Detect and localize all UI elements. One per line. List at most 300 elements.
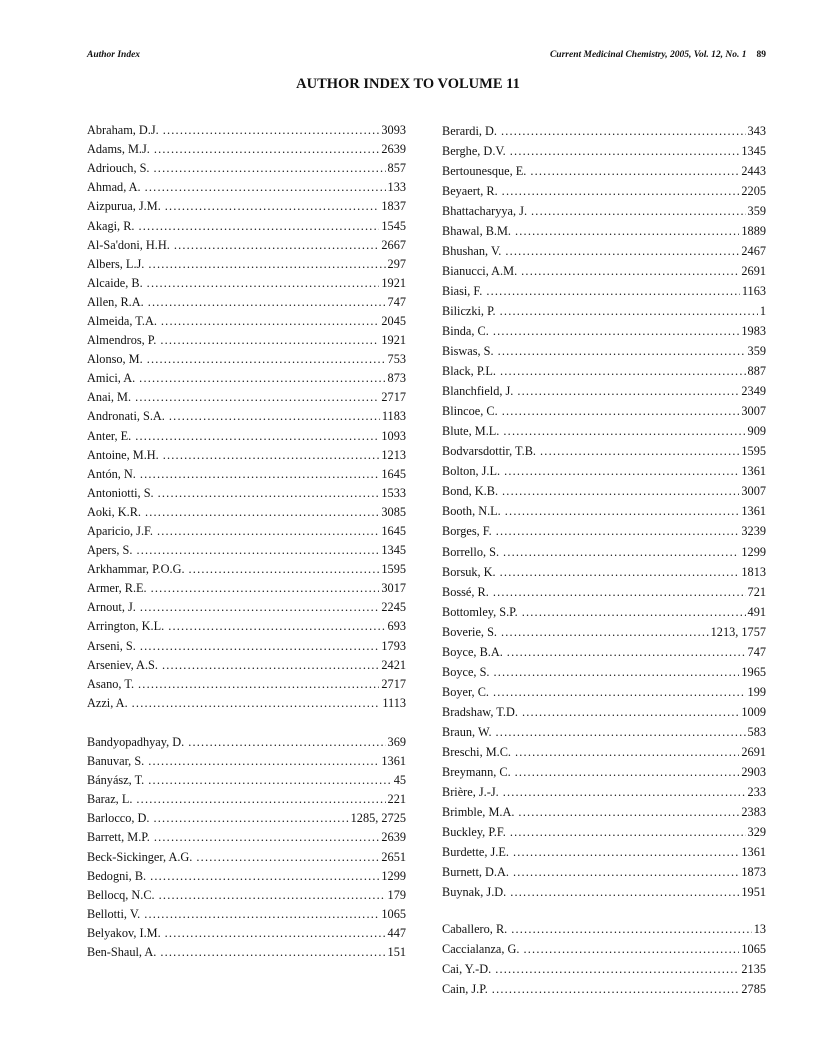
dot-leader <box>135 390 379 405</box>
dot-leader <box>161 314 380 329</box>
page-reference: 857 <box>387 161 406 176</box>
index-entry <box>87 293 406 312</box>
page-reference: 3085 <box>381 504 406 519</box>
index-entry <box>87 197 406 216</box>
dot-leader <box>501 625 709 640</box>
journal-citation: Current Medicinal Chemistry, 2005, Vol. 12, No. 1 <box>549 50 747 60</box>
page-reference: 2691 <box>741 744 766 759</box>
author-name: Arkhammar, P.O.G. <box>87 562 185 577</box>
author-name: Abraham, D.J. <box>87 123 159 138</box>
dot-leader <box>501 124 746 139</box>
dot-leader <box>159 888 386 903</box>
author-name: Breymann, C. <box>442 765 511 780</box>
author-name: Aoki, K.R. <box>87 504 141 519</box>
author-name: Buckley, P.F. <box>442 825 506 840</box>
author-name: Borrello, S. <box>442 544 500 559</box>
index-entry <box>87 369 406 388</box>
dot-leader <box>157 524 379 539</box>
page-reference: 887 <box>747 364 766 379</box>
dot-leader <box>154 161 386 176</box>
index-entry <box>442 321 766 341</box>
author-name: Almeida, T.A. <box>87 313 157 328</box>
dot-leader <box>496 725 746 740</box>
dot-leader <box>498 344 746 359</box>
index-entry <box>87 522 406 541</box>
page-reference: 221 <box>387 792 406 807</box>
page-reference: 1065 <box>381 906 406 921</box>
author-name: Anter, E. <box>87 428 132 443</box>
author-name: Beyaert, R. <box>442 183 498 198</box>
author-name: Cain, J.P. <box>442 982 488 997</box>
dot-leader <box>493 324 740 339</box>
index-entry <box>442 803 766 823</box>
author-name: Alonso, M. <box>87 352 143 367</box>
page-reference: 343 <box>747 123 766 138</box>
index-column-left <box>87 121 406 962</box>
dot-leader <box>504 464 739 479</box>
index-entry <box>87 274 406 293</box>
page-reference: 1545 <box>381 218 406 233</box>
running-header-section: Author Index <box>87 50 141 60</box>
dot-leader <box>163 448 380 463</box>
index-entry <box>442 702 766 722</box>
index-entry <box>442 940 766 960</box>
index-entry <box>87 828 406 847</box>
dot-leader <box>188 735 385 750</box>
page-reference: 1345 <box>381 543 406 558</box>
author-name: Black, P.L. <box>442 364 496 379</box>
page-reference: 1093 <box>381 428 406 443</box>
index-entry <box>442 863 766 883</box>
dot-leader <box>140 639 380 654</box>
dot-leader <box>502 404 740 419</box>
page-reference: 2045 <box>381 313 406 328</box>
dot-leader <box>151 581 380 596</box>
index-entry <box>442 722 766 742</box>
dot-leader <box>522 705 739 720</box>
index-entry <box>87 847 406 866</box>
page-reference: 1361 <box>381 754 406 769</box>
index-column-right <box>442 121 766 1000</box>
author-name: Arseni, S. <box>87 638 136 653</box>
dot-leader <box>493 685 746 700</box>
page-reference: 45 <box>393 773 406 788</box>
index-entry <box>87 159 406 178</box>
dot-leader <box>154 811 349 826</box>
author-name: Asano, T. <box>87 676 135 691</box>
index-entry <box>442 201 766 221</box>
dot-leader <box>510 825 746 840</box>
index-letter-group <box>87 121 406 713</box>
dot-leader <box>144 907 379 922</box>
index-entry <box>87 216 406 235</box>
page-reference: 747 <box>387 294 406 309</box>
dot-leader <box>138 219 379 234</box>
author-name: Apers, S. <box>87 543 133 558</box>
author-name: Adriouch, S. <box>87 161 150 176</box>
index-entry <box>442 442 766 462</box>
dot-leader <box>147 352 386 367</box>
index-entry <box>442 161 766 181</box>
page-reference: 753 <box>387 352 406 367</box>
dot-leader <box>169 409 380 424</box>
author-name: Banuvar, S. <box>87 754 145 769</box>
page-reference: 1595 <box>741 444 766 459</box>
dot-leader <box>531 204 746 219</box>
author-name: Bhawal, B.M. <box>442 223 511 238</box>
dot-leader <box>500 304 758 319</box>
page-reference: 1921 <box>381 275 406 290</box>
index-entry <box>87 541 406 560</box>
dot-leader <box>486 284 740 299</box>
author-name: Aizpurua, J.M. <box>87 199 161 214</box>
page-reference: 2785 <box>741 982 766 997</box>
index-entry <box>442 602 766 622</box>
index-entry <box>87 790 406 809</box>
author-name: Bandyopadhyay, D. <box>87 734 185 749</box>
dot-leader <box>515 765 740 780</box>
author-name: Bellotti, V. <box>87 906 141 921</box>
dot-leader <box>522 605 746 620</box>
running-header-journal <box>550 50 766 60</box>
author-name: Andronati, S.A. <box>87 409 165 424</box>
dot-leader <box>148 295 386 310</box>
index-entry <box>87 331 406 350</box>
dot-leader <box>148 257 385 272</box>
page-reference: 1 <box>759 303 766 318</box>
author-name: Biswas, S. <box>442 344 494 359</box>
index-entry <box>87 140 406 159</box>
page-reference: 233 <box>747 785 766 800</box>
index-letter-group <box>442 920 766 1000</box>
page-reference: 1183 <box>381 409 406 424</box>
page-reference: 2691 <box>741 263 766 278</box>
author-name: Berghe, D.V. <box>442 143 506 158</box>
page-reference: 1213, 1757 <box>710 624 766 639</box>
author-name: Bodvarsdottir, T.B. <box>442 444 537 459</box>
page-reference: 747 <box>747 644 766 659</box>
index-entry <box>442 542 766 562</box>
page-reference: 1837 <box>381 199 406 214</box>
index-entry <box>87 943 406 962</box>
index-entry <box>87 809 406 828</box>
dot-leader <box>518 805 739 820</box>
index-entry <box>442 121 766 141</box>
index-entry <box>87 446 406 465</box>
dot-leader <box>515 745 739 760</box>
author-name: Bhushan, V. <box>442 243 502 258</box>
page-reference: 2717 <box>381 676 406 691</box>
index-entry <box>442 843 766 863</box>
index-entry <box>442 562 766 582</box>
author-name: Belyakov, I.M. <box>87 925 161 940</box>
page-reference: 2639 <box>381 830 406 845</box>
index-entry <box>442 622 766 642</box>
page-reference: 2421 <box>381 657 406 672</box>
index-entry <box>442 642 766 662</box>
author-name: Burdette, J.E. <box>442 845 509 860</box>
index-entry <box>87 427 406 446</box>
index-entry <box>87 503 406 522</box>
author-name: Braun, W. <box>442 724 492 739</box>
page-reference: 909 <box>747 424 766 439</box>
page-reference: 151 <box>387 944 406 959</box>
dot-leader <box>145 505 379 520</box>
index-entry <box>87 388 406 407</box>
dot-leader <box>154 142 380 157</box>
page-reference: 179 <box>387 887 406 902</box>
dot-leader <box>165 926 386 941</box>
dot-leader <box>511 922 751 937</box>
dot-leader <box>502 484 739 499</box>
dot-leader <box>510 885 739 900</box>
author-name: Azzi, A. <box>87 695 128 710</box>
author-name: Breschi, M.C. <box>442 744 511 759</box>
dot-leader <box>158 486 380 501</box>
index-entry <box>442 522 766 542</box>
page-reference: 693 <box>387 619 406 634</box>
author-name: Anai, M. <box>87 390 132 405</box>
author-name: Boyer, C. <box>442 684 489 699</box>
page-number: 89 <box>756 50 766 60</box>
page-reference: 1361 <box>741 504 766 519</box>
author-name: Cai, Y.-D. <box>442 962 492 977</box>
author-name: Arrington, K.L. <box>87 619 165 634</box>
page-reference: 297 <box>387 256 406 271</box>
index-entry <box>87 675 406 694</box>
author-name: Brimble, M.A. <box>442 805 515 820</box>
page-reference: 3007 <box>741 484 766 499</box>
dot-leader <box>507 645 746 660</box>
author-name: Barlocco, D. <box>87 811 150 826</box>
index-entry <box>87 255 406 274</box>
dot-leader <box>168 619 385 634</box>
index-entry <box>442 960 766 980</box>
author-name: Ahmad, A. <box>87 180 141 195</box>
index-entry <box>87 867 406 886</box>
page-reference: 1113 <box>382 695 406 710</box>
dot-leader <box>160 333 379 348</box>
dot-leader <box>492 982 740 997</box>
page-reference: 2651 <box>381 849 406 864</box>
author-name: Al-Sa'doni, H.H. <box>87 237 170 252</box>
dot-leader <box>530 164 739 179</box>
author-name: Arseniev, A.S. <box>87 657 158 672</box>
index-entry <box>87 656 406 675</box>
index-entry <box>87 771 406 790</box>
page-reference: 2639 <box>381 142 406 157</box>
author-name: Bedogni, B. <box>87 868 147 883</box>
dot-leader <box>150 869 379 884</box>
index-entry <box>87 121 406 140</box>
page-reference: 359 <box>747 344 766 359</box>
dot-leader <box>163 123 380 138</box>
dot-leader <box>513 865 739 880</box>
page-reference: 1965 <box>741 664 766 679</box>
index-entry <box>442 980 766 1000</box>
author-name: Almendros, P. <box>87 333 157 348</box>
author-name: Bossé, R. <box>442 584 489 599</box>
index-entry <box>87 579 406 598</box>
dot-leader <box>154 830 380 845</box>
page-reference: 2205 <box>741 183 766 198</box>
author-name: Antoine, M.H. <box>87 447 159 462</box>
index-entry <box>442 482 766 502</box>
author-name: Binda, C. <box>442 323 489 338</box>
author-name: Barrett, M.P. <box>87 830 150 845</box>
author-name: Baraz, L. <box>87 792 133 807</box>
page-reference: 1793 <box>381 638 406 653</box>
page-reference: 2383 <box>741 805 766 820</box>
author-name: Borges, F. <box>442 524 492 539</box>
index-entry <box>442 301 766 321</box>
page-reference: 1299 <box>741 544 766 559</box>
dot-leader <box>502 184 740 199</box>
index-entry <box>442 502 766 522</box>
author-name: Bertounesque, E. <box>442 163 527 178</box>
page-reference: 1213 <box>381 447 406 462</box>
index-entry <box>442 181 766 201</box>
index-entry <box>87 312 406 331</box>
page-reference: 1533 <box>381 485 406 500</box>
page-reference: 1345 <box>741 143 766 158</box>
dot-leader <box>517 384 739 399</box>
dot-leader <box>140 467 380 482</box>
dot-leader <box>513 845 739 860</box>
author-name: Bolton, J.L. <box>442 464 501 479</box>
author-name: Allen, R.A. <box>87 294 144 309</box>
dot-leader <box>147 276 380 291</box>
page-reference: 1983 <box>741 323 766 338</box>
index-entry <box>442 582 766 602</box>
author-name: Booth, N.L. <box>442 504 501 519</box>
dot-leader <box>500 364 746 379</box>
author-name: Caccialanza, G. <box>442 942 520 957</box>
page-reference: 329 <box>747 825 766 840</box>
index-entry <box>87 178 406 197</box>
page-reference: 359 <box>747 203 766 218</box>
page-reference: 1299 <box>381 868 406 883</box>
index-entry <box>87 617 406 636</box>
author-name: Biliczki, P. <box>442 303 496 318</box>
page-reference: 2245 <box>381 600 406 615</box>
author-name: Arnout, J. <box>87 600 136 615</box>
index-entry <box>87 637 406 656</box>
page-reference: 3007 <box>741 404 766 419</box>
dot-leader <box>135 429 379 444</box>
page-reference: 873 <box>387 371 406 386</box>
index-entry <box>442 281 766 301</box>
page-reference: 721 <box>747 584 766 599</box>
index-entry <box>87 465 406 484</box>
page-reference: 2667 <box>381 237 406 252</box>
author-name: Bhattacharyya, J. <box>442 203 528 218</box>
dot-leader <box>136 543 379 558</box>
page-reference: 1645 <box>381 524 406 539</box>
page-reference: 2717 <box>381 390 406 405</box>
author-name: Brière, J.-J. <box>442 785 499 800</box>
page-reference: 583 <box>747 724 766 739</box>
author-name: Borsuk, K. <box>442 564 496 579</box>
author-name: Beck-Sickinger, A.G. <box>87 849 193 864</box>
index-entry <box>442 221 766 241</box>
index-entry <box>442 382 766 402</box>
index-entry <box>442 920 766 940</box>
page-reference: 1361 <box>741 464 766 479</box>
index-entry <box>442 342 766 362</box>
dot-leader <box>540 444 739 459</box>
dot-leader <box>505 244 739 259</box>
dot-leader <box>503 785 746 800</box>
author-name: Albers, L.J. <box>87 256 145 271</box>
index-entry <box>87 350 406 369</box>
index-entry <box>442 422 766 442</box>
index-entry <box>442 402 766 422</box>
index-entry <box>87 733 406 752</box>
index-letter-group <box>87 733 406 962</box>
page-reference: 3017 <box>381 581 406 596</box>
page-reference: 1889 <box>741 223 766 238</box>
dot-leader <box>503 424 745 439</box>
page-reference: 1645 <box>381 466 406 481</box>
dot-leader <box>174 238 380 253</box>
index-entry <box>442 662 766 682</box>
dot-leader <box>189 562 380 577</box>
dot-leader <box>495 962 739 977</box>
page-reference: 1921 <box>381 333 406 348</box>
dot-leader <box>162 658 379 673</box>
dot-leader <box>505 504 740 519</box>
page-reference: 1163 <box>741 283 766 298</box>
dot-leader <box>145 180 386 195</box>
page-reference: 3239 <box>741 524 766 539</box>
dot-leader <box>521 264 739 279</box>
index-entry <box>87 236 406 255</box>
author-name: Amici, A. <box>87 371 136 386</box>
page-reference: 2443 <box>741 163 766 178</box>
dot-leader <box>138 677 379 692</box>
dot-leader <box>493 585 746 600</box>
page-reference: 199 <box>747 684 766 699</box>
dot-leader <box>148 754 379 769</box>
dot-leader <box>148 773 391 788</box>
author-name: Bányász, T. <box>87 773 145 788</box>
page-reference: 13 <box>753 922 766 937</box>
dot-leader <box>136 792 385 807</box>
author-name: Boyce, S. <box>442 664 490 679</box>
page-title: AUTHOR INDEX TO VOLUME 11 <box>296 76 520 92</box>
dot-leader <box>165 199 380 214</box>
index-entry <box>87 407 406 426</box>
dot-leader <box>500 565 740 580</box>
page-reference: 2135 <box>741 962 766 977</box>
dot-leader <box>139 371 385 386</box>
index-entry <box>442 241 766 261</box>
page-reference: 1813 <box>741 564 766 579</box>
page-reference: 3093 <box>381 123 406 138</box>
dot-leader <box>510 144 740 159</box>
page-reference: 1065 <box>741 942 766 957</box>
author-name: Biasi, F. <box>442 283 483 298</box>
page-reference: 1009 <box>741 704 766 719</box>
author-name: Bellocq, N.C. <box>87 887 155 902</box>
index-entry <box>87 924 406 943</box>
index-entry <box>442 261 766 281</box>
page-reference: 447 <box>387 925 406 940</box>
index-entry <box>442 883 766 903</box>
index-entry <box>87 598 406 617</box>
page-reference: 2903 <box>741 765 766 780</box>
